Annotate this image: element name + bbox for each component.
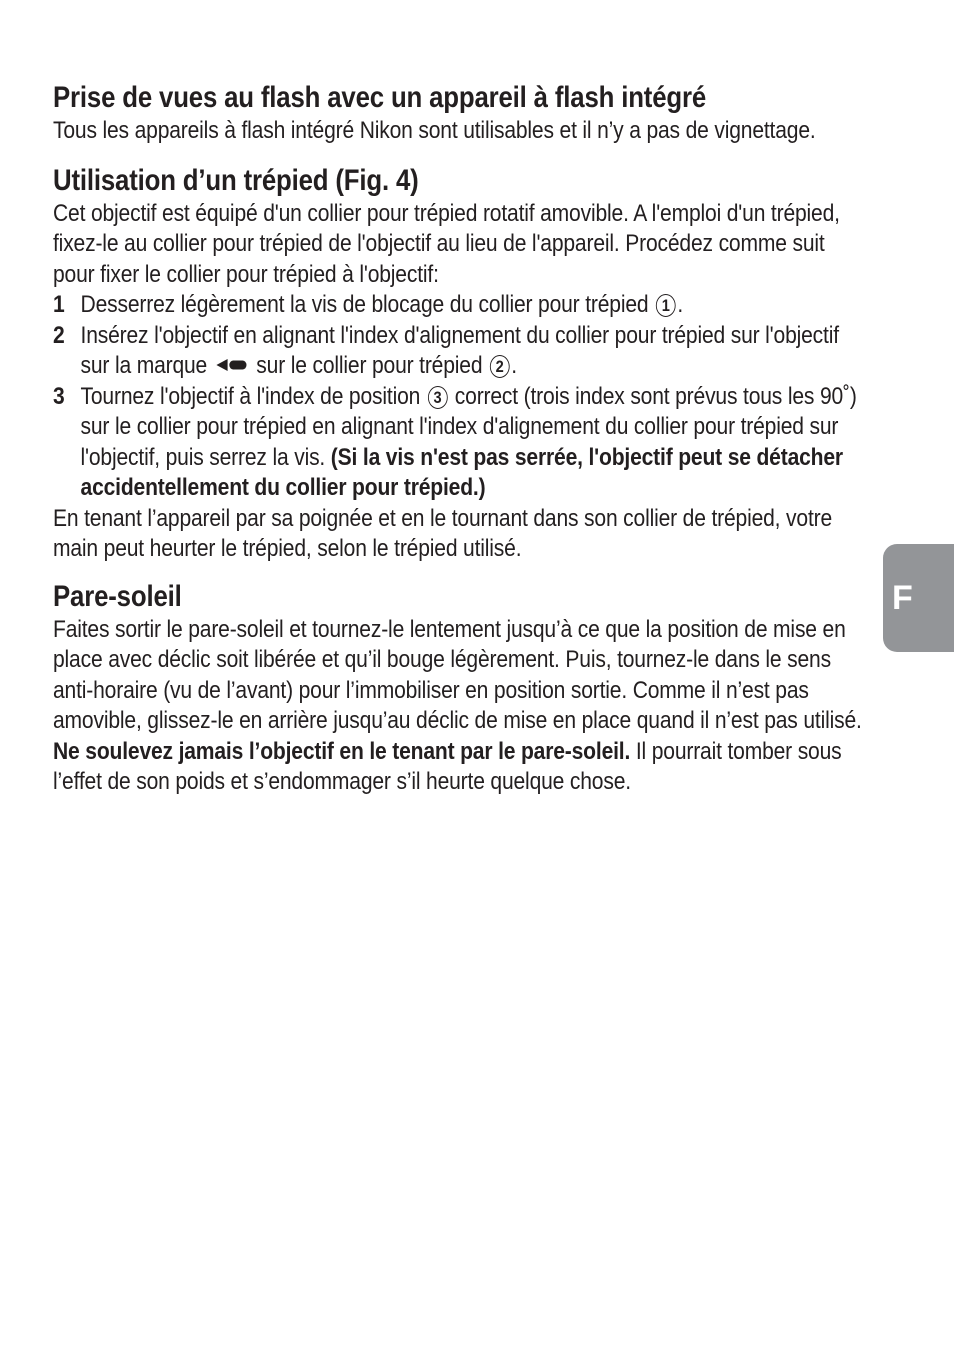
callout-2-icon: 2 [490,355,510,378]
section-body-flash: Tous les appareils à flash intégré Nikon sont utilisables et il n’y a pas de vignettage. [53,117,816,144]
section-intro-tripod: Cet objectif est équipé d'un collier pour trépied rotatif amovible. A l'emploi d'un trépied, fixez-le au collier pour trépied de l'objectif au lieu de l'appareil. Procédez comme suit pour fixer le collier pour trépied à l'objectif: [53,199,840,288]
page-content [53,80,865,798]
step-text-end: . [511,352,517,379]
hood-text: Faites sortir le pare-soleil et tournez-le lentement jusqu’à ce que la position de mise en place avec déclic soit libérée et qu’il bouge légèrement. Puis, tournez-le dans le sens anti-horaire (vu de l’avant) pour l’immobiliser en position sortie. Comme il n’est pas amovible, glissez-le en arrière jusqu’au déclic de mise en place quand il n’est pas utilisé. [53,615,862,734]
list-item [53,321,865,382]
language-tab [883,544,954,652]
section-body-hood [53,615,865,798]
language-tab-label: F [892,578,913,617]
alignment-mark-icon [216,359,247,371]
step-number: 2 [53,321,65,349]
text-column [53,80,865,798]
step-text: Insérez l'objectif en alignant l'index d'alignement du collier pour trépied sur l'objectif sur la marque [80,321,839,379]
section-title-tripod: Utilisation d’un trépied (Fig. 4) [53,163,419,197]
section-hood [53,579,865,798]
step-number: 1 [53,291,65,318]
step-text-cont: correct (trois index sont prévus tous les 90˚) sur le collier pour trépied en alignant l'index d'alignement du collier pour trépied sur l'objectif, puis serrez la vis. [80,382,857,471]
callout-1-icon: 1 [656,294,676,317]
hood-warning: Ne soulevez jamais l’objectif en le tenant par le pare-soleil. [53,737,631,765]
step-text-end: . [677,291,684,318]
step-text: Tournez l'objectif à l'index de position [80,382,426,410]
section-flash [53,80,865,147]
step-text: Desserrez légèrement la vis de blocage du collier pour trépied [80,291,655,318]
step-warning: (Si la vis n'est pas serrée, l'objectif peut se détacher accidentellement du collier pour trépied.) [80,443,843,501]
step-number: 3 [53,382,65,410]
step-text-cont: sur le collier pour trépied [256,352,489,379]
callout-3-icon: 3 [428,386,448,409]
hood-text-end: Il pourrait tomber sous l’effet de son poids et s’endommager s’il heurte quelque chose. [53,737,842,795]
list-item [53,382,865,504]
list-item [53,290,865,321]
section-title-hood: Pare-soleil [53,579,182,613]
section-title-flash: Prise de vues au flash avec un appareil à flash intégré [53,81,707,114]
section-tripod [53,163,865,565]
tripod-steps-list [53,290,865,504]
tripod-note: En tenant l’appareil par sa poignée et en le tournant dans son collier de trépied, votre main peut heurter le trépied, selon le trépied utilisé. [53,504,833,562]
